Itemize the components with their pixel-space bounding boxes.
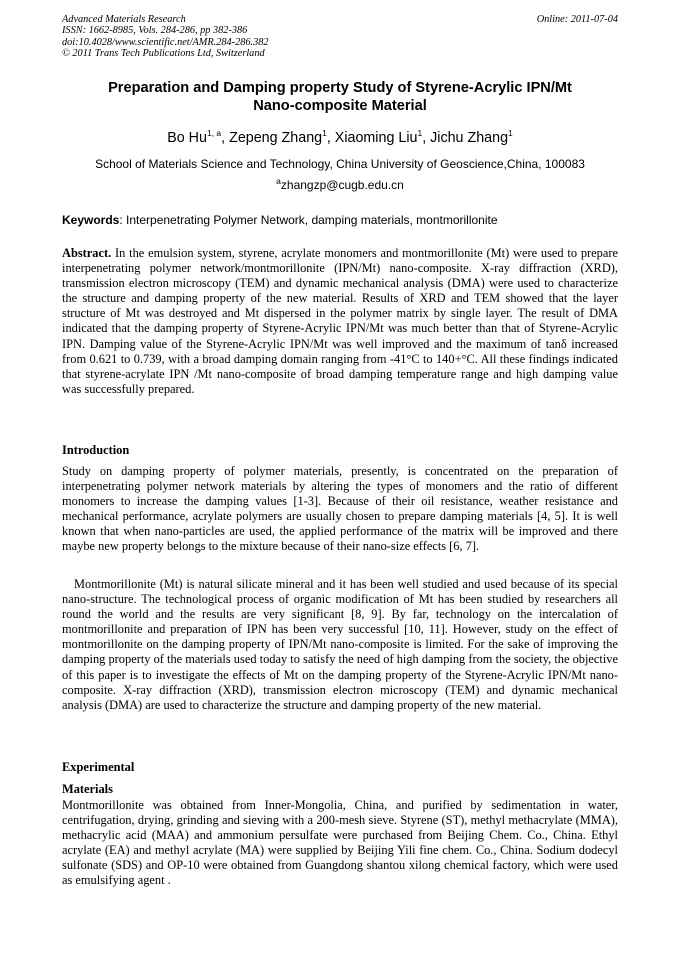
author-4-affil: 1 xyxy=(508,128,513,139)
keywords-label: Keywords xyxy=(62,213,120,227)
author-2: , Zepeng Zhang xyxy=(221,130,323,146)
introduction-paragraph-2: Montmorillonite (Mt) is natural silicate mineral and it has been well studied and used because of its special nano-structure. The technological process of organic modification of Mt has been studied by researchers all round the world and the results are very significant [8, 9]. By far, technology on the intercalation of montmorillonite and preparation of IPN has been very successful [10, 11]. However, study on the effect of montmorillonite on the damping property of IPN/Mt nano-composite is limited. For the sake of improving the damping property of the materials used today to satisfy the need of high damping from the society, the objective of this paper is to investigate the effects of Mt on the damping property of the Styrene-Acrylic IPN/Mt nano-composite. X-ray diffraction (XRD), transmission electron microscopy (TEM) and dynamic mechanical analysis (DMA) are used to characterize the structure and damping property of the new material. xyxy=(62,577,618,712)
abstract-text: In the emulsion system, styrene, acrylate monomers and montmorillonite (Mt) were used to prepare interpenetrating polymer network/montmorillonite (IPN/Mt) nano-composite. X-ray diffraction (XRD), transmission electron microscopy (TEM) and dynamic mechanical analysis (DMA) were used to characterize the structure and damping property of the new material. Results of XRD and TEM showed that the layer structure of Mt was destroyed and Mt dispersed in the polymer matrix by single layer. The result of DMA indicated that the damping property of Styrene-Acrylic IPN/Mt was much better than that of Styrene-Acrylic IPN. Damping value of the Styrene-Acrylic IPN/Mt was well improved and the maximum of tanδ increased from 0.621 to 0.739, with a broad damping domain ranging from -41°C to 140+°C. All these findings indicated that styrene-acrylate IPN /Mt nano-composite of broad damping temperature range and high damping value was successfully prepared. xyxy=(62,246,618,396)
title-line-2: Nano-composite Material xyxy=(253,97,427,114)
author-list xyxy=(62,129,618,147)
author-1: Bo Hu xyxy=(167,130,207,146)
email-address: zhangzp@cugb.edu.cn xyxy=(280,178,404,192)
experimental-heading: Experimental xyxy=(62,760,135,774)
online-date: Online: 2011-07-04 xyxy=(536,14,618,25)
author-3-affil: 1 xyxy=(417,128,423,139)
author-4: , Jichu Zhang xyxy=(422,130,509,146)
author-email xyxy=(62,177,618,193)
author-2-affil: 1 xyxy=(322,128,327,139)
author-3: , Xiaoming Liu xyxy=(326,130,418,146)
author-1-affil: 1, a xyxy=(206,128,222,139)
abstract xyxy=(62,246,618,397)
introduction-paragraph-1: Study on damping property of polymer materials, presently, is concentrated on the preparation of interpenetrating polymer network materials by altering the types of monomers and the ratio of different monomers to increase the damping values [1-3]. Because of their oil resistance, weather resistance and mechanical performance, acrylate polymers are usually chosen to prepare damping materials [4, 5]. It is well known that when nano-particles are used, the applied performance of the matrix will be improved and there maybe new property belongs to the mixture because of their nano-size effects [6, 7]. xyxy=(62,464,618,554)
materials-subheading: Materials xyxy=(62,782,113,796)
introduction-heading: Introduction xyxy=(62,443,130,457)
journal-header xyxy=(62,14,618,59)
affiliation: School of Materials Science and Technology, China University of Geoscience,China, 100083 xyxy=(95,157,585,171)
email-marker: a xyxy=(276,176,281,186)
keywords xyxy=(62,213,618,227)
paper-title xyxy=(62,80,618,115)
doi-line: doi:10.4028/www.scientific.net/AMR.284-286.382 xyxy=(62,36,269,48)
materials-paragraph: Montmorillonite was obtained from Inner-Mongolia, China, and purified by sedimentation in water, centrifugation, drying, grinding and sieving with a 200-mesh sieve. Styrene (ST), methyl methacrylate (MMA), methacrylic acid (MAA) and ammonium persulfate were purchased from Beijing Chem. Co., China. Ethyl acrylate (EA) and methyl acrylate (MA) were supplied by Beijing Yili fine chem. Co., China. Sodium dodecyl sulfonate (SDS) and OP-10 were obtained from Guangdong shantou xilong chemical factory, which were used as emulsifying agent . xyxy=(62,798,618,888)
keywords-text: : Interpenetrating Polymer Network, damping materials, montmorillonite xyxy=(119,213,498,227)
journal-name: Advanced Materials Research xyxy=(62,14,186,25)
issn-line: ISSN: 1662-8985, Vols. 284-286, pp 382-386 xyxy=(62,25,248,37)
title-line-1: Preparation and Damping property Study of Styrene-Acrylic IPN/Mt xyxy=(108,80,572,96)
copyright-line: © 2011 Trans Tech Publications Ltd, Switzerland xyxy=(62,47,265,59)
abstract-label: Abstract. xyxy=(62,246,112,260)
